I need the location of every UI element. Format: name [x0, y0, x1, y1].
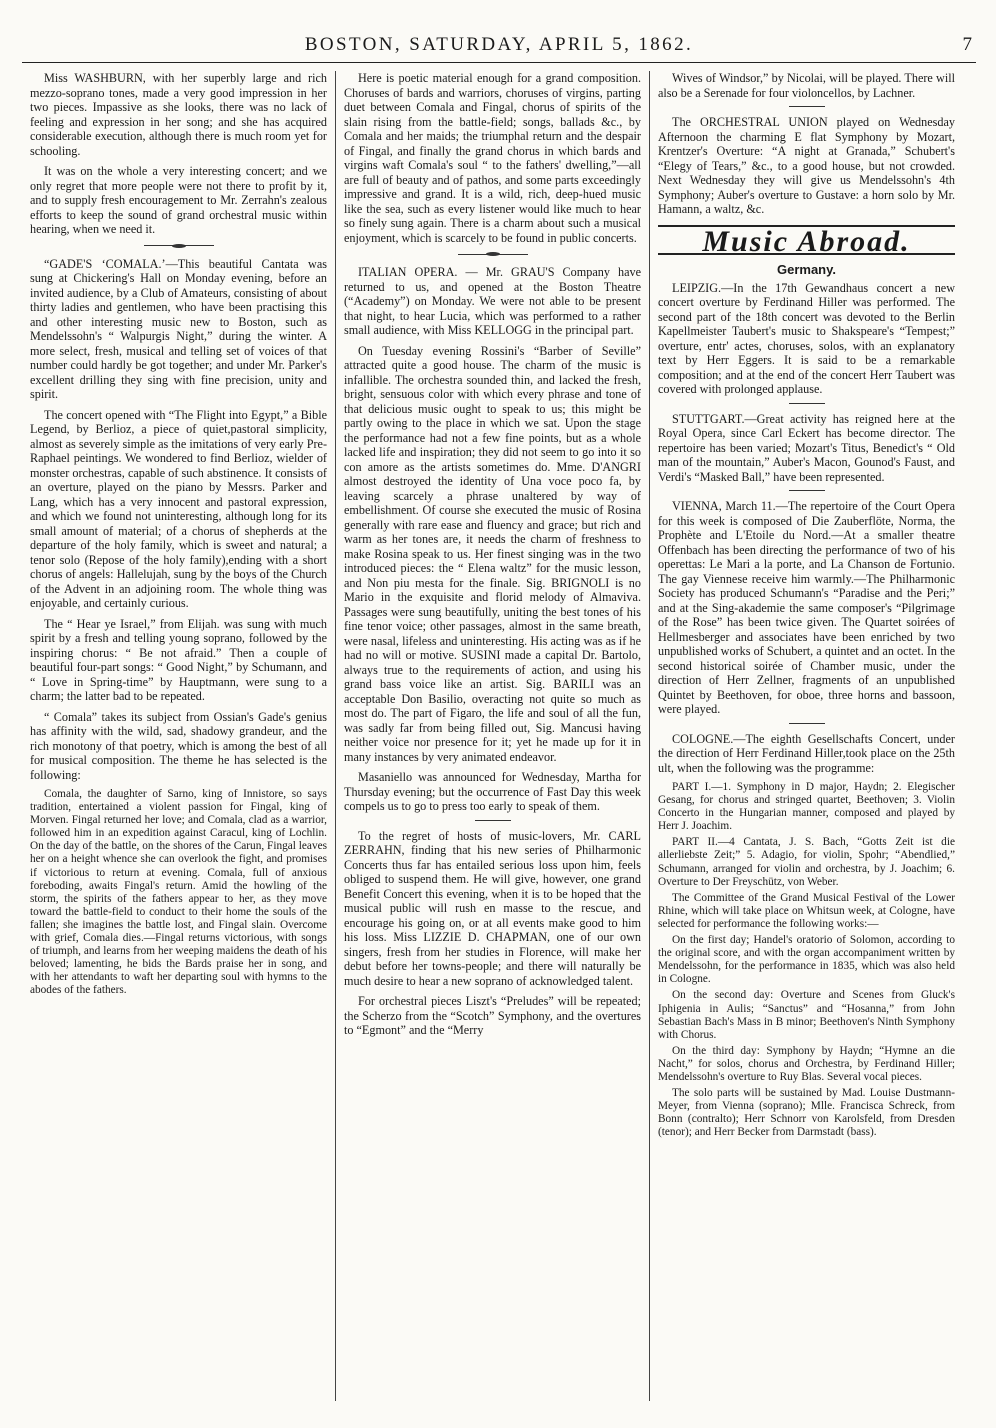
section-separator [458, 252, 528, 256]
section-dash [789, 403, 825, 404]
article-paragraph: “GADE'S ‘COMALA.’—This beautiful Cantata was sung at Chickering's Hall on Monday evening, before an invited audience, by a Club of Amateurs, consisting of about thirty ladies and gentlemen, who have been practising this and other interesting music new to Boston, such as Mendelssohn's “ Walpurgis Night,” during the winter. A more select, fresh, musical and telling set of voices of that number could hardly be got together; and under Mr. Parker's excellent drilling they sing with fine precision, unity and spirit. [30, 256, 327, 401]
article-paragraph: PART II.—4 Cantata, J. S. Bach, “Gotts Zeit ist die allerliebste Zeit;” 5. Adagio, for violin, Spohr; “Abendlied,” Schumann, arranged for violin and orchestra, by J. Joachim; 6. Overture to Der Freyschütz, von Weber. [658, 836, 955, 888]
article-paragraph: On the second day: Overture and Scenes from Gluck's Iphigenia in Aulis; “Sanctus” and “Hosanna,” from John Sebastian Bach's Mass in B minor; Beethoven's Ninth Symphony with Chorus. [658, 989, 955, 1041]
article-paragraph: STUTTGART.—Great activity has reigned here at the Royal Opera, since Carl Eckert has become director. The repertoire has been varied; Mozart's Titus, Benedict's “ Old man of the mountain,” Auber's Macon, Gounod's Faust, and Verdi's “Masked Ball,” have been represented. [658, 411, 955, 484]
article-paragraph: Wives of Windsor,” by Nicolai, will be played. There will also be a Serenade for four violoncellos, by Lachner. [658, 71, 955, 100]
article-paragraph: Here is poetic material enough for a grand composition. Choruses of bards and warriors, choruses of virgins, parting duet between Comala and Fingal, chorus of spirits of the slain rising from the battle-field; songs, ballads &c., by Comala and her maids; the triumphal return and the despair of Fingal, and finally the grand chorus in which bards and virgins waft Comala's soul “ to the fathers' dwelling,”—all are full of beauty and of pathos, and some parts exceedingly impressive and grand. It is a wild, rich, deep-hued music like the sea, such as every listener would like much to hear so finely sung again. There is a charm about such a musical enjoyment, which is scarcely to be found in public concerts. [344, 71, 641, 245]
section-dash [789, 490, 825, 491]
article-paragraph: Comala, the daughter of Sarno, king of Innistore, so says tradition, entertained a violent passion for Fingal, king of Morven. Fingal returned her love; and Comala, clad as a warrior, followed him in an expedition against Caracul, king of Lochlin. On the day of the battle, on the shores of the Carun, Fingal leaves her on a height whence she can overlook the fight, and promises if victorious to return at evening. Comala, full of anxious foreboding, awaits Fingal's return. Amid the howling of the storm, the spirits of the fathers appear to her, as they move toward the battle-field to conduct to their home the souls of the fallen; she imagines the battle lost, and Fingal slain. Overcome with grief, Comala dies.—Fingal returns victorious, with songs of triumph, and learns from her weeping maidens the death of his beloved; lamenting, he bids the Bards praise her in song, and with her attendants to waft her departing soul with hymns to the abodes of the fathers. [30, 788, 327, 997]
article-paragraph: “ Comala” takes its subject from Ossian's Gade's genius has affinity with the wild, sad, shadowy grandeur, and the rich monotony of that poetry, which is among the best of all for musical composition. The theme he has selected is the following: [30, 709, 327, 782]
article-paragraph: To the regret of hosts of music-lovers, Mr. CARL ZERRAHN, finding that his new series of Philharmonic Concerts thus far has entailed serious loss upon him, feels obliged to suspend them. He will give, however, one grand Benefit Concert this evening, when it is to be hoped that the musical public will rush en masse to the rescue, and encourage his going on, or at all events make good to him his loss. Miss LIZZIE D. CHAPMAN, one of our own singers, fresh from her studies in Florence, will make her debut before her towns-people; and there will naturally be much desire to hear a new soprano of acknowledged talent. [344, 828, 641, 988]
section-subheading: Germany. [776, 262, 836, 277]
article-paragraph: The “ Hear ye Israel,” from Elijah. was sung with much spirit by a fresh and telling young soprano, followed by the inspiring chorus: “ Be not afraid.” Then a couple of beautiful four-part songs: “ Good Night,” by Schumann, and “ Love in Spring-time” by Hauptmann, were sung to a charm; the latter bad to be repeated. [30, 616, 327, 703]
column-1 [22, 71, 335, 1401]
column-2 [336, 71, 649, 1401]
article-paragraph: Miss WASHBURN, with her superbly large and rich mezzo-soprano tones, made a very good impression in her two pieces. Impassive as she looks, there was no lack of feeling and expression in her song; and she has acquired considerable execution, although there is much room yet for schooling. [30, 71, 327, 158]
article-paragraph: The Committee of the Grand Musical Festival of the Lower Rhine, which will take place on Whitsun week, at Cologne, have selected for performance the following works:— [658, 891, 955, 930]
article-paragraph: Masaniello was announced for Wednesday, Martha for Thursday evening; but the occurrence of Fast Day this week compels us to go to press too early to speak of them. [344, 770, 641, 813]
section-separator [144, 244, 214, 248]
article-paragraph: ITALIAN OPERA. — Mr. GRAU'S Company have returned to us, and opened at the Boston Theatre (“Academy”) on Monday. We were not able to be present that night, to hear Lucia, which was performed to a rather small audience, with Miss KELLOGG in the principal part. [344, 265, 641, 337]
page-number: 7 [962, 34, 972, 55]
article-paragraph: On Tuesday evening Rossini's “Barber of Seville” attracted quite a good house. The charm of the music is infallible. The orchestra sounded thin, and lacked the fresh, bright, sensuous color with which every phrase and tone of that delicious music ought to speak to us; this might be partly owing to the place in which we sat. Upon the stage the performance had not a few fine points, but as a whole lacked life and inspiration; they did not seem to go into it so con amore as the artists sometimes do. Mme. D'ANGRI almost destroyed the identity of Una voce poco fa, by leaving scarcely a phrase unaltered by way of embellishment. Of course she executed the music of Rosina generally with rare ease and fluency and grace; but rich and warm as her tones are, it needs the charm of freshness to make Rosina speak to us. Her finest singing was in the two introduced pieces: the “ Elena waltz” for the music lesson, and Non piu mesta for the finale. Sig. BRIGNOLI is no Mario in the exquisite and florid melody of Almaviva. Passages were sung beautifully, uniting the best tones of his fine tenor voice; other passages, almost in the same breath, were nasal, lifeless and uninteresting. His acting was as if he had no will or motive. SUSINI made a capital Dr. Bartolo, always true to the requirements of action, and using his grand bass voice like an artist. Sig. BARILI was an acceptable Don Basilio, overacting not quite so much as most do. The part of Figaro, the life and soul of all the fun, was sadly far from being filled out, Sig. Mancusi having neither voice nor presence for it; yet he made up for it in many instances by very animated endeavor. [344, 343, 641, 764]
article-paragraph: On the first day; Handel's oratorio of Solomon, according to the original score, and with the organ accompaniment written by Mendelssohn, for the performance in 1835, which was also held in Cologne. [658, 934, 955, 986]
article-paragraph: COLOGNE.—The eighth Gesellschafts Concert, under the direction of Herr Ferdinand Hiller,took place on the 25th ult, when the following was the programme: [658, 731, 955, 775]
columns [22, 71, 976, 1401]
section-heading: Music Abroad. [658, 225, 955, 256]
section-dash [789, 106, 825, 107]
masthead [22, 34, 976, 63]
article-paragraph: PART I.—1. Symphony in D major, Haydn; 2. Elegischer Gesang, for chorus and stringed quartet, Beethoven; 3. Violin Concerto in the Hungarian manner, composed and played by Herr J. Joachim. [658, 781, 955, 833]
article-paragraph: It was on the whole a very interesting concert; and we only regret that more people were not there to profit by it, and to supply fresh encouragement to Mr. Zerrahn's zealous efforts to keep the sound of grand orchestral music within hearing, when we need it. [30, 164, 327, 236]
section-dash [475, 820, 511, 821]
column-3 [650, 71, 963, 1401]
article-paragraph: VIENNA, March 11.—The repertoire of the Court Opera for this week is composed of Die Zauberflöte, Norma, the Prophète and L'Etoile du Nord.—At a smaller theatre Offenbach has been directing the performance of two of his operettas: Le Mari a la porte, and La Chanson de Fortunio. The gay Viennese receive him warmly.—The Philharmonic Society has produced Schumann's “Paradise and the Peri;” and at the Sing-akademie the same composer's “Pilgrimage of the Rose” has been twice given. The Quartet soirées of Hellmesberger and associates have been enriched by two unpublished works of Schubert, a quintet and an octet. In the second historical soirée of Chamber music, under the direction of Herr Zellner, fragments of an unpublished Quintet by Beethoven, for oboe, three horns and bassoon, were played. [658, 499, 955, 716]
article-paragraph: On the third day: Symphony by Haydn; “Hymne an die Nacht,” for solos, chorus and Orchestra, by Ferdinand Hiller; Mendelssohn's overture to Ruy Blas. Several vocal pieces. [658, 1044, 955, 1083]
article-paragraph: LEIPZIG.—In the 17th Gewandhaus concert a new concert overture by Ferdinand Hiller was performed. The second part of the 18th concert was devoted to the Berlin Kapellmeister Taubert's music to Shakspeare's “Tempest;” overture, entr' actes, choruses, solos, with an explanatory text by Herr Eggers. It is said to be a remarkable composition; and at the end of the concert Herr Taubert was covered with prolonged applause. [658, 280, 955, 396]
article-paragraph: For orchestral pieces Liszt's “Preludes” will be repeated; the Scherzo from the “Scotch” Symphony, and the overtures to “Egmont” and the “Merry [344, 994, 641, 1037]
article-paragraph: The concert opened with “The Flight into Egypt,” a Bible Legend, by Berlioz, a piece of quiet,pastoral simplicity, almost as severely simple as the imitations of very early Pre-Raphael peintings. We wondered to find Berlioz, wielder of monster orchestras, capable of such abstinence. It consists of an overture, played on the piano by Messrs. Parker and Lang, which has a very innocent and pastoral expression, and which we found not uninteresting, although long for its small amount of material; of a chorus of shepherds at the departure of the holy family, which is sweet and natural; a tenor solo (Repose of the holy family),ending with a short chorus of angels: Hallelujah, sung by the boys of the Church of the Advent in an adjoining room. The whole thing was enjoyable, and certainly curious. [30, 407, 327, 610]
article-paragraph: The solo parts will be sustained by Mad. Louise Dustmann-Meyer, from Vienna (soprano); Mlle. Francisca Schreck, from Bonn (contralto); Herr Schnorr von Karolsfeld, from Dresden (tenor); and Herr Becker from Darmstadt (bass). [658, 1087, 955, 1139]
section-dash [789, 723, 825, 724]
masthead-title: BOSTON, SATURDAY, APRIL 5, 1862. [304, 34, 694, 55]
article-paragraph: The ORCHESTRAL UNION played on Wednesday Afternoon the charming E flat Symphony by Mozart, Krentzer's Overture: “A night at Granada,” Schubert's “Elegy of Tears,” &c., to a good house, but not crowded. Next Wednesday they will give us Mendelssohn's 4th Symphony; Auber's overture to Gustave: a horn solo by Mr. Hamann, a waltz, &c. [658, 115, 955, 216]
